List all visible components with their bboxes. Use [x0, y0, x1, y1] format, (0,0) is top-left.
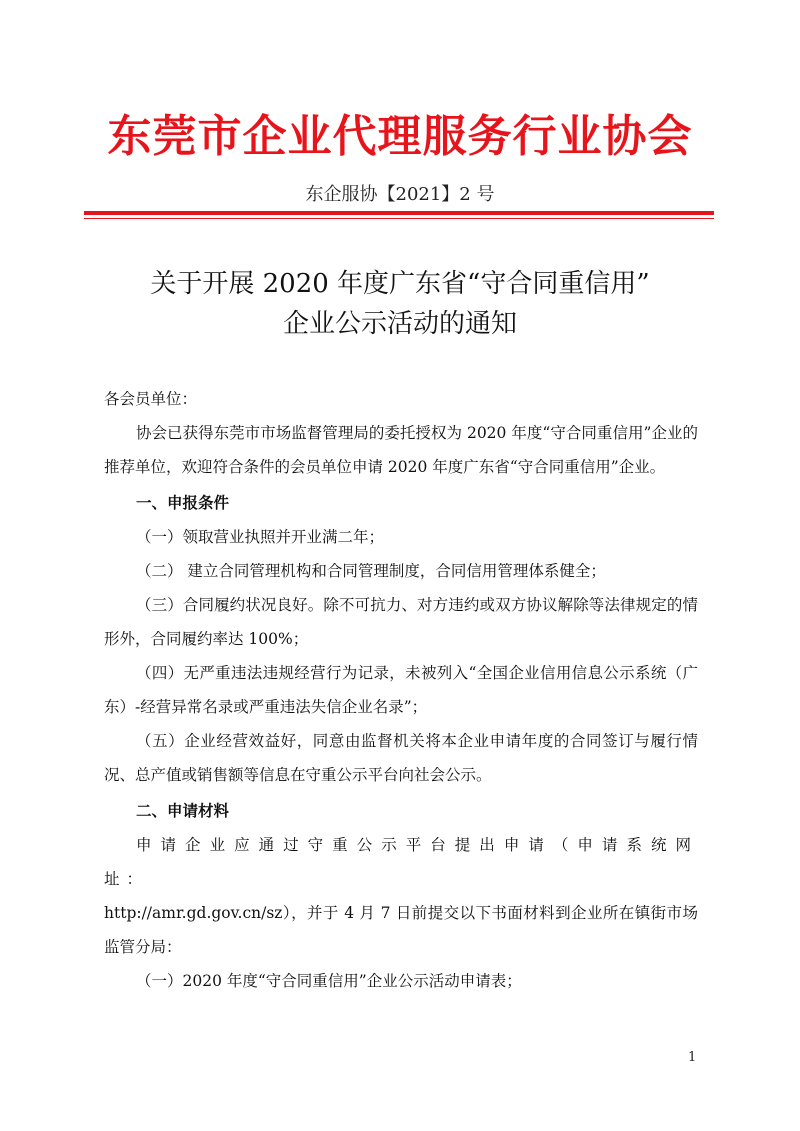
condition-item: （五）企业经营效益好，同意由监督机关将本企业申请年度的合同签订与履行情况、总产值或销售额等信息在守重公示平台向社会公示。	[104, 732, 698, 784]
page-number: 1	[688, 1050, 697, 1065]
material-item: （一）2020 年度“守合同重信用”企业公示活动申请表；	[136, 972, 522, 990]
materials-paragraph-rest: http://amr.gd.gov.cn/sz），并于 4 月 7 日前提交以下书面材料到企业所在镇街市场监管分局：	[104, 904, 698, 956]
condition-item: （四）无严重违法违规经营行为记录，未被列入“全国企业信用信息公示系统（广东）-经营异常名录或严重违法失信企业名录”；	[104, 664, 698, 716]
condition-item: （三）合同履约状况良好。除不可抗力、对方违约或双方协议解除等法律规定的情形外，合同履约率达 100%；	[104, 596, 698, 648]
salutation: 各会员单位：	[104, 390, 198, 408]
notice-title-line-2: 企业公示活动的通知	[282, 309, 517, 339]
condition-item: （二） 建立合同管理机构和合同管理制度，合同信用管理体系健全；	[136, 562, 606, 580]
materials-paragraph-line-1: 申请企业应通过守重公示平台提出申请（申请系统网址：	[104, 836, 698, 888]
section-heading-materials: 二、申请材料	[136, 801, 230, 820]
header-rule-thin	[84, 218, 714, 219]
document-number: 东企服协【2021】2 号	[305, 184, 495, 205]
organization-title: 东莞市企业代理服务行业协会	[107, 111, 693, 162]
section-heading-conditions: 一、申报条件	[136, 493, 230, 512]
notice-title-line-1: 关于开展 2020 年度广东省“守合同重信用”	[150, 269, 650, 299]
condition-item: （一）领取营业执照并开业满二年；	[136, 528, 385, 546]
notice-body	[104, 382, 698, 998]
materials-paragraph	[104, 828, 698, 964]
header-rule-thick	[84, 211, 714, 215]
notice-title	[0, 264, 800, 344]
intro-paragraph: 协会已获得东莞市市场监督管理局的委托授权为 2020 年度“守合同重信用”企业的推荐单位，欢迎符合条件的会员单位申请 2020 年度广东省“守合同重信用”企业。	[104, 424, 698, 476]
